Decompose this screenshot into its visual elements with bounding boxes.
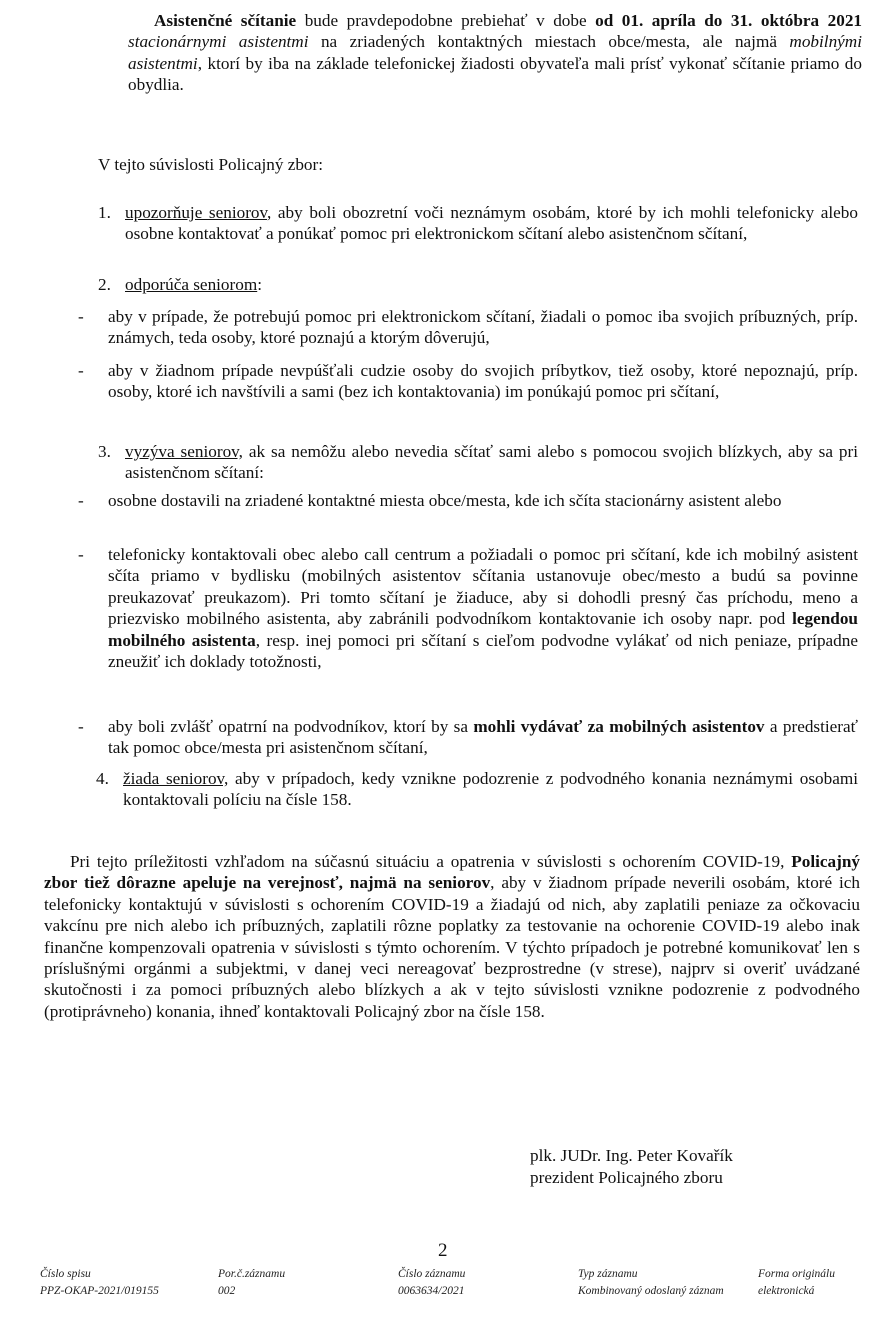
text-run: a predstierať tak pomoc obce/mesta pri asistenčnom sčítaní, [108,717,858,758]
text-run: telefonicky kontaktovali obec alebo call centrum a požiadali o pomoc pri sčítaní, kde ich mobilný asistent sčíta priamo v bydlisku (mobilných asistentov sčítania ustanovuje obec/mesto a budú sa povinne preukazovať preukazom). Pri tomto sčítaní je žiaduce, aby si dohodli presný čas príchodu, meno a priezvisko mobilného asistenta, aby zabránili podvodníkom kontaktovanie ich osoby napr. pod [108,545,858,629]
item-label: upozorňuje seniorov [125,203,268,222]
list-item [123,768,858,811]
sub-item: osobne dostavili na zriadené kontaktné miesta obce/mesta, kde ich sčíta stacionárny asistent alebo [108,491,782,510]
item-text: , aby boli obozretní voči neznámym osobám, ktoré by ich mohli telefonicky alebo osobne kontaktovať a ponúkať pomoc pri elektronickom sčítaní alebo asistenčnom sčítaní, [125,203,858,244]
item-number: 4. [96,769,109,788]
list-item [125,202,858,245]
text-run: , aby v žiadnom prípade neverili osobám, ktoré ich telefonicky kontaktujú v súvislosti s ochorením COVID-19 a žiadajú od nich, aby zaplatili peniaze za očkovaciu vakcínu pre nich alebo ich príbuzných, zaplatili rôzne poplatky za testovanie na ochorenie COVID-19 alebo inak finančne kompenzovali opatrenia v súvislosti s týmto ochorením. V týchto prípadoch je potrebné komunikovať len s príslušnými orgánmi a subjektmi, v danej veci nereagovať bezprostredne (v strese), najprv si overiť uvádzané skutočnosti i za pomoci príbuzných alebo blízkych a ak v tejto súvislosti vznikne podozrenie z podvodného (protiprávneho) konania, ihneď kontaktovali Policajný zbor na čísle 158. [44,873,860,1021]
sub-item: aby v žiadnom prípade nevpúšťali cudzie osoby do svojich príbytkov, tiež osoby, ktoré nepoznajú, príp. osoby, ktoré ich navštívili a sami (bez ich kontaktovania) im ponúkajú pomoc pri sčítaní, [108,361,858,402]
text-run: , ktorí by iba na základe telefonickej žiadosti obyvateľa mali prísť vykonať sčítanie priamo do obydlia. [128,53,862,95]
list-item [125,274,858,295]
census-paragraph [128,10,862,96]
footer-label: Por.č.záznamu [218,1268,286,1280]
text-run: bude pravdepodobne prebiehať v dobe [296,11,596,30]
dash-bullet: - [78,717,84,736]
item-number: 1. [98,203,111,222]
bold-date-range: od 01. apríla do 31. októbra 2021 [595,11,863,30]
text-run: aby boli zvlášť opatrní na podvodníkov, ktorí by sa [108,717,474,736]
item-number: 3. [98,442,111,461]
signature-title: prezident Policajného zboru [530,1168,723,1187]
dash-bullet: - [78,361,84,380]
italic-text: stacionárnymi asistentmi [128,32,309,52]
footer-value: Kombinovaný odoslaný záznam [578,1285,724,1297]
footer-label: Forma originálu [758,1268,835,1280]
item-text: ak sa nemôžu alebo nevedia sčítať sami alebo s pomocou svojich blízkych, aby sa pri asistenčnom sčítaní: [125,442,858,483]
footer-field-record-number [398,1266,465,1300]
covid-paragraph [44,851,860,1022]
footer-value: elektronická [758,1285,815,1297]
footer-field-record-type [578,1266,724,1300]
item-text: : [257,275,262,294]
footer-label: Číslo spisu [40,1268,91,1280]
signature-name: plk. JUDr. Ing. Peter Kovařík [530,1146,733,1165]
footer-field-original-form [758,1266,835,1300]
footer-field-record-order [218,1266,285,1300]
footer-label: Typ záznamu [578,1268,638,1280]
text-run: Pri tejto príležitosti vzhľadom na súčasnú situáciu a opatrenia v súvislosti s ochorením COVID-19, [70,852,792,871]
footer-value: PPZ-OKAP-2021/019155 [40,1285,159,1297]
italic-text: mobilnými asistentmi [128,32,862,73]
page-number: 2 [438,1240,448,1261]
text-run: , resp. inej pomoci pri sčítaní s cieľom podvodne vylákať od nich peniaze, prípadne zneužiť ich doklady totožnosti, [108,630,858,672]
footer-value: 0063634/2021 [398,1285,465,1297]
intro-line: V tejto súvislosti Policajný zbor: [98,155,324,174]
item-label: vyzýva seniorov, [125,442,243,461]
bold-text: mohli vydávať za mobilných asistentov [473,717,765,736]
dash-bullet: - [78,491,84,510]
sub-item [108,716,858,759]
list-item [125,441,858,484]
footer-value: 002 [218,1285,236,1297]
item-number: 2. [98,275,111,294]
item-label: žiada seniorov, [123,769,229,788]
bold-appeal: Policajný zbor tiež dôrazne apeluje na verejnosť, najmä na seniorov [44,852,860,893]
dash-bullet: - [78,545,84,564]
sub-item: aby v prípade, že potrebujú pomoc pri elektronickom sčítaní, žiadali o pomoc iba svojich príbuzných, príp. známych, teda osoby, ktoré poznajú a ktorým dôverujú, [108,307,858,348]
item-label: odporúča seniorom [125,275,258,294]
bold-text: Asistenčné sčítanie [154,11,297,30]
sub-item [108,544,858,672]
bold-text: legendou mobilného asistenta [108,609,858,650]
dash-bullet: - [78,307,84,326]
item-text: aby v prípadoch, kedy vznikne podozrenie z podvodného konania neznámymi osobami kontaktovali políciu na čísle 158. [123,769,858,810]
text-run: na zriadených kontaktných miestach obce/mesta, ale najmä [308,32,790,52]
footer-field-file-number [40,1266,159,1300]
footer-label: Číslo záznamu [398,1268,466,1280]
